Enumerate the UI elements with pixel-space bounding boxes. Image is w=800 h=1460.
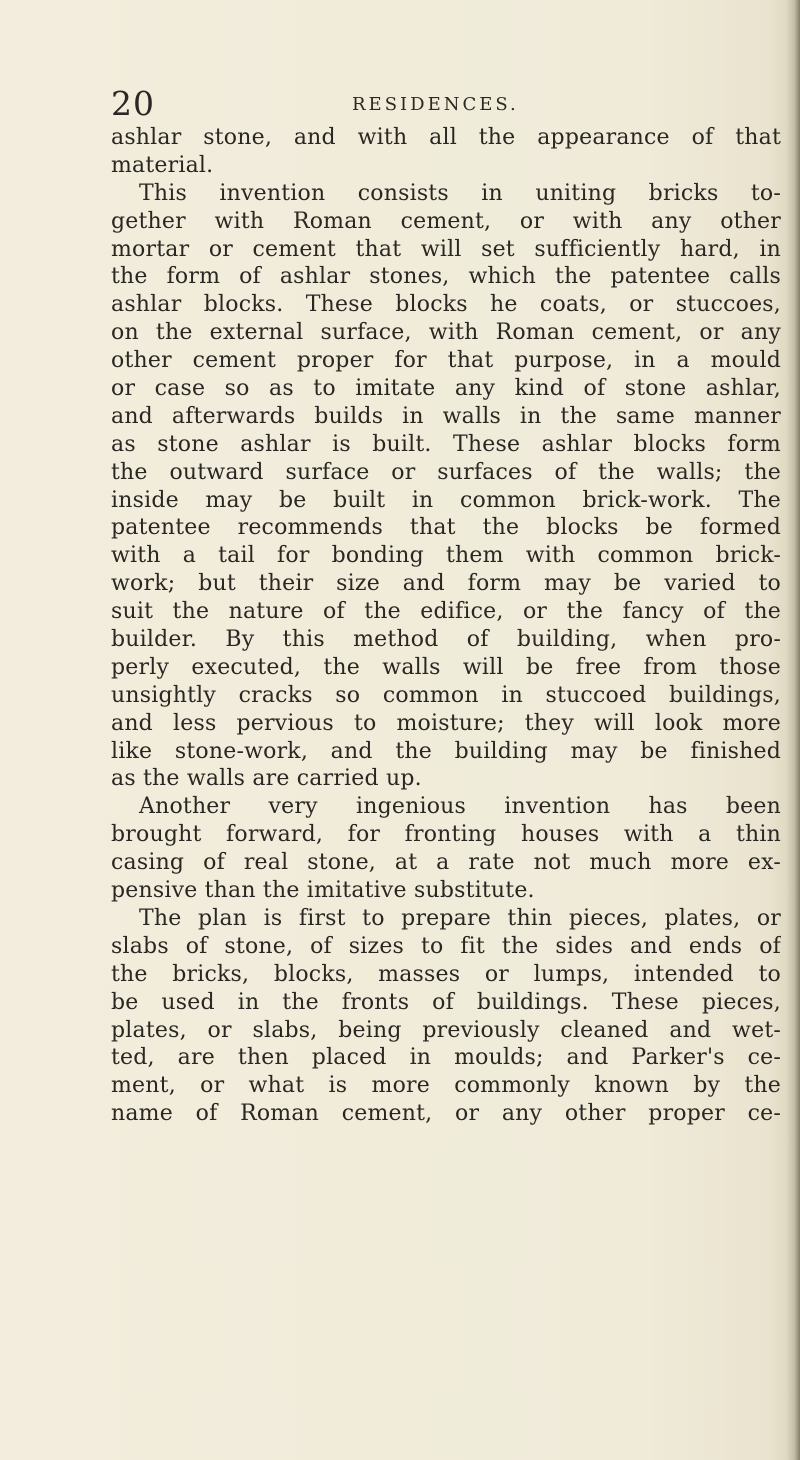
text-line: gether with Roman cement, or with any other [111,208,781,234]
text-line: other cement proper for that purpose, in a mould [111,348,781,374]
text-line: ment, or what is more commonly known by the [111,1073,781,1099]
text-line: as the walls are carried up. [111,766,422,792]
text-line: work; but their size and form may be varied to [111,571,781,597]
text-line: material. [111,152,214,178]
text-line: casing of real stone, at a rate not much more ex- [111,850,781,876]
text-line: patentee recommends that the blocks be formed [111,515,781,541]
text-line: brought forward, for fronting houses with a thin [111,822,781,848]
text-line: and afterwards builds in walls in the same manner [111,403,781,429]
text-line: pensive than the imitative substitute. [111,878,535,904]
text-line: as stone ashlar is built. These ashlar blocks form [111,431,781,457]
text-line: ashlar stone, and with all the appearance of that [111,125,781,150]
text-line: ted, are then placed in moulds; and Parker's ce- [111,1045,781,1071]
text-line: This invention consists in uniting bricks to- [139,180,781,206]
text-line: the form of ashlar stones, which the patentee calls [111,264,781,290]
page-edge-shadow [786,0,800,1460]
text-line: or case so as to imitate any kind of stone ashlar, [111,376,781,402]
text-line: perly executed, the walls will be free from those [111,654,781,680]
text-line: the outward surface or surfaces of the walls; the [111,459,781,485]
page-header [0,84,800,124]
text-line: inside may be built in common brick-work. The [111,487,781,513]
text-line: name of Roman cement, or any other proper ce- [111,1101,781,1127]
text-line: with a tail for bonding them with common brick- [111,543,781,569]
body-text [111,124,781,1128]
text-line: suit the nature of the edifice, or the fancy of the [111,599,781,625]
text-line: ashlar blocks. These blocks he coats, or stuccoes, [111,292,781,318]
text-line: unsightly cracks so common in stuccoed buildings, [111,682,781,708]
text-line: The plan is first to prepare thin pieces, plates, or [139,905,781,931]
text-line: plates, or slabs, being previously cleaned and wet- [111,1017,781,1043]
text-line: builder. By this method of building, when pro- [111,627,781,653]
text-line: and less pervious to moisture; they will look more [111,710,781,736]
text-line: on the external surface, with Roman cement, or any [111,320,781,346]
text-line: like stone-work, and the building may be finished [111,738,781,764]
text-line: the bricks, blocks, masses or lumps, intended to [111,961,781,987]
text-line: be used in the fronts of buildings. These pieces, [111,989,781,1015]
page-number: 20 [111,84,155,123]
text-line: slabs of stone, of sizes to fit the sides and ends of [111,933,781,959]
text-line: Another very ingenious invention has been [139,794,781,820]
text-line: mortar or cement that will set sufficiently hard, in [111,236,781,262]
running-head: RESIDENCES. [352,94,519,115]
